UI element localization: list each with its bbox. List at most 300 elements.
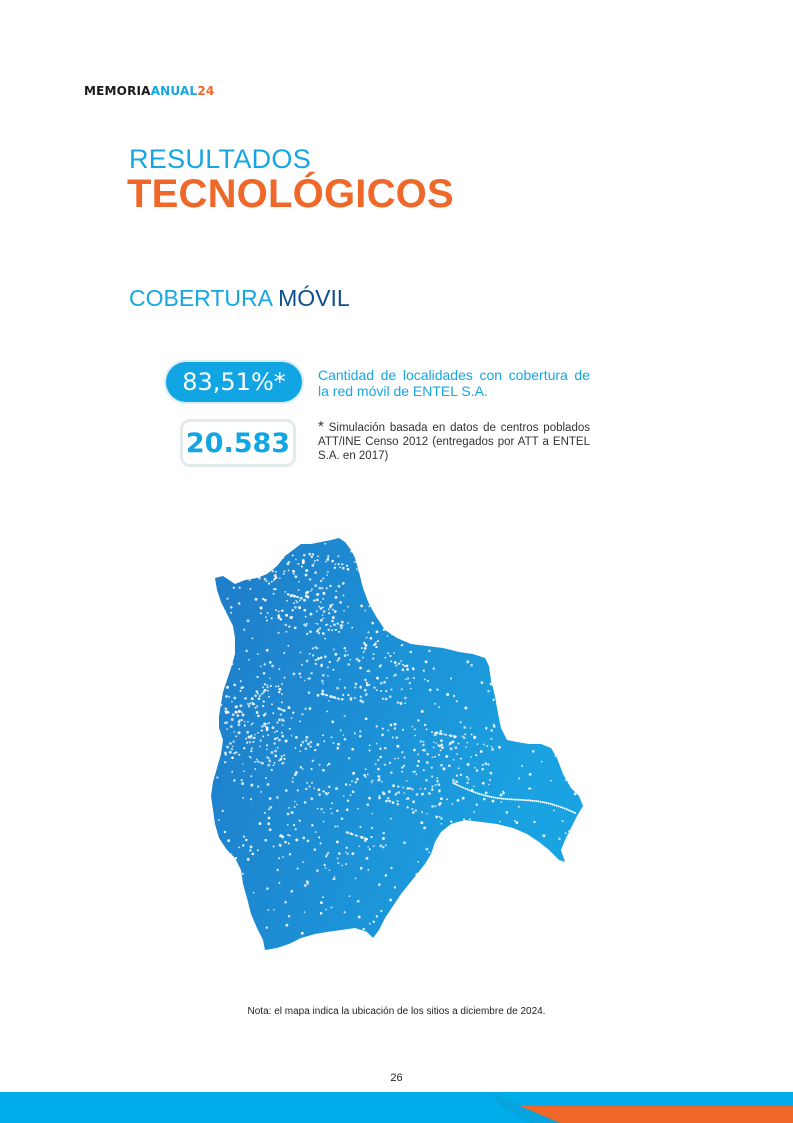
map-site-dot	[302, 837, 305, 840]
map-site-dot	[413, 576, 415, 578]
map-site-dot	[480, 794, 482, 796]
map-site-dot	[372, 657, 374, 659]
map-site-dot	[252, 701, 254, 703]
map-site-dot	[294, 801, 296, 803]
map-site-dot	[298, 606, 301, 609]
map-site-dot	[251, 697, 254, 700]
map-site-dot	[279, 616, 281, 618]
map-site-dot	[340, 729, 342, 731]
map-site-dot	[469, 862, 472, 865]
map-site-dot	[263, 672, 266, 675]
map-site-dot	[571, 540, 574, 543]
map-site-dot	[337, 857, 339, 859]
map-site-dot	[427, 556, 430, 559]
map-site-dot	[314, 749, 316, 751]
map-site-dot	[247, 619, 250, 622]
map-site-dot	[249, 849, 251, 851]
map-site-dot	[412, 771, 414, 773]
map-site-dot	[226, 746, 229, 749]
map-site-dot	[375, 763, 377, 765]
map-site-dot	[514, 906, 517, 909]
map-site-dot	[352, 772, 355, 775]
map-site-dot	[285, 614, 288, 617]
map-site-dot	[310, 590, 312, 592]
map-site-dot	[477, 644, 480, 647]
coverage-percent-badge: 83,51%*	[166, 362, 302, 402]
map-site-dot	[412, 667, 414, 669]
map-site-dot	[271, 703, 273, 705]
map-site-dot	[344, 738, 347, 741]
map-site-dot	[273, 593, 275, 595]
map-site-dot	[350, 697, 353, 700]
map-site-dot	[301, 664, 303, 666]
report-logo	[84, 84, 214, 98]
map-site-dot	[354, 686, 356, 688]
map-site-dot	[313, 563, 315, 565]
map-site-dot	[499, 797, 501, 799]
map-site-dot	[232, 713, 235, 716]
map-site-dot	[316, 869, 319, 872]
map-site-dot	[487, 644, 489, 646]
map-site-dot	[436, 688, 438, 690]
map-site-dot	[356, 550, 358, 552]
map-site-dot	[268, 553, 270, 555]
map-site-dot	[493, 796, 495, 798]
map-site-dot	[264, 663, 266, 665]
map-site-dot	[269, 828, 272, 831]
map-site-dot	[264, 712, 267, 715]
map-site-dot	[499, 946, 501, 948]
map-site-dot	[390, 724, 393, 727]
map-site-dot	[307, 882, 310, 885]
map-site-dot	[288, 843, 290, 845]
map-site-dot	[261, 730, 263, 732]
map-site-dot	[237, 945, 239, 947]
map-site-dot	[278, 947, 280, 949]
section-heading-word1: COBERTURA	[129, 285, 272, 311]
map-site-dot	[482, 857, 484, 859]
map-site-dot	[358, 570, 360, 572]
map-site-dot	[363, 651, 365, 653]
map-site-dot	[355, 877, 357, 879]
map-site-dot	[275, 588, 277, 590]
map-site-dot	[294, 806, 296, 808]
map-site-dot	[317, 694, 320, 697]
map-site-dot	[544, 802, 546, 804]
map-site-dot	[542, 801, 544, 803]
map-site-dot	[527, 630, 530, 633]
map-site-dot	[403, 765, 405, 767]
map-site-dot	[460, 622, 463, 625]
map-site-dot	[338, 657, 341, 660]
map-site-dot	[278, 611, 280, 613]
map-site-dot	[411, 884, 413, 886]
map-site-dot	[412, 800, 415, 803]
map-site-dot	[266, 887, 269, 890]
map-site-dot	[575, 779, 577, 781]
map-site-dot	[296, 804, 298, 806]
map-site-dot	[401, 751, 403, 753]
map-site-dot	[488, 582, 491, 585]
map-site-dot	[347, 654, 349, 656]
map-site-dot	[540, 727, 542, 729]
map-site-dot	[397, 785, 399, 787]
map-site-dot	[283, 573, 285, 575]
map-site-dot	[378, 883, 381, 886]
map-site-dot	[572, 666, 574, 668]
map-site-dot	[228, 569, 230, 571]
map-site-dot	[317, 623, 319, 625]
map-site-dot	[561, 686, 563, 688]
map-site-dot	[391, 633, 393, 635]
map-site-dot	[225, 695, 228, 698]
map-site-dot	[433, 747, 435, 749]
map-site-dot	[275, 609, 277, 611]
map-site-dot	[548, 802, 550, 804]
map-site-dot	[501, 798, 503, 800]
map-site-dot	[245, 738, 247, 740]
map-site-dot	[265, 568, 267, 570]
map-site-dot	[349, 659, 351, 661]
map-site-dot	[455, 822, 457, 824]
map-site-dot	[559, 935, 561, 937]
map-site-dot	[375, 574, 378, 577]
map-site-dot	[428, 650, 430, 652]
map-site-dot	[268, 758, 270, 760]
map-site-dot	[412, 633, 415, 636]
map-site-dot	[268, 817, 271, 820]
map-site-dot	[403, 619, 405, 621]
map-site-dot	[313, 787, 315, 789]
map-site-dot	[486, 627, 488, 629]
map-site-dot	[538, 930, 540, 932]
map-site-dot	[541, 761, 543, 763]
map-site-dot	[529, 558, 531, 560]
map-site-dot	[431, 731, 433, 733]
map-site-dot	[277, 685, 279, 687]
map-site-dot	[413, 677, 415, 679]
map-site-dot	[563, 579, 566, 582]
map-site-dot	[456, 784, 458, 786]
map-site-dot	[440, 764, 443, 767]
map-site-dot	[367, 774, 369, 776]
map-site-dot	[376, 743, 378, 745]
map-site-dot	[320, 656, 323, 659]
map-site-dot	[248, 659, 250, 661]
map-site-dot	[517, 885, 519, 887]
map-site-dot	[523, 874, 525, 876]
map-site-dot	[233, 779, 236, 782]
map-site-dot	[311, 782, 313, 784]
map-site-dot	[377, 640, 379, 642]
map-site-dot	[257, 653, 259, 655]
map-site-dot	[479, 562, 481, 564]
map-site-dot	[560, 749, 563, 752]
map-site-dot	[238, 668, 240, 670]
map-site-dot	[325, 561, 327, 563]
map-site-dot	[525, 871, 527, 873]
map-site-dot	[469, 818, 471, 820]
map-site-dot	[231, 771, 233, 773]
map-site-dot	[318, 632, 320, 634]
map-site-dot	[342, 582, 345, 585]
map-site-dot	[220, 553, 223, 556]
footnote-text: Simulación basada en datos de centros poblados ATT/INE Censo 2012 (entregados por ATT a ENTEL S.A. en 2017)	[318, 422, 590, 462]
map-site-dot	[490, 738, 492, 740]
map-site-dot	[466, 660, 469, 663]
map-site-dot	[563, 890, 566, 893]
map-site-dot	[487, 763, 489, 765]
map-site-dot	[425, 660, 428, 663]
map-site-dot	[293, 602, 295, 604]
map-site-dot	[489, 779, 491, 781]
map-site-dot	[330, 736, 332, 738]
map-site-dot	[326, 936, 329, 939]
map-site-dot	[501, 661, 503, 663]
map-site-dot	[262, 735, 264, 737]
map-site-dot	[499, 821, 501, 823]
map-site-dot	[349, 784, 351, 786]
map-site-dot	[331, 620, 334, 623]
map-site-dot	[322, 896, 324, 898]
map-site-dot	[373, 921, 375, 923]
map-site-dot	[483, 794, 485, 796]
map-site-dot	[566, 892, 569, 895]
map-site-dot	[489, 922, 491, 924]
map-site-dot	[360, 867, 363, 870]
map-site-dot	[436, 628, 438, 630]
map-site-dot	[314, 560, 316, 562]
map-site-dot	[297, 945, 299, 947]
map-site-dot	[376, 613, 378, 615]
map-site-dot	[535, 800, 537, 802]
map-site-dot	[542, 834, 545, 837]
map-site-dot	[537, 883, 539, 885]
map-site-dot	[401, 766, 403, 768]
map-site-dot	[258, 697, 261, 700]
map-site-dot	[371, 827, 373, 829]
map-site-dot	[245, 913, 247, 915]
map-site-dot	[271, 570, 274, 573]
map-site-dot	[291, 811, 294, 814]
map-site-dot	[311, 588, 313, 590]
map-site-dot	[332, 669, 334, 671]
map-site-dot	[329, 695, 331, 697]
map-site-dot	[411, 726, 413, 728]
map-site-dot	[435, 784, 437, 786]
map-site-dot	[281, 556, 284, 559]
map-site-dot	[350, 832, 353, 835]
map-site-dot	[323, 607, 325, 609]
map-site-dot	[441, 874, 444, 877]
map-site-dot	[477, 876, 480, 879]
map-site-dot	[420, 740, 423, 743]
map-site-dot	[382, 698, 384, 700]
map-site-dot	[574, 812, 576, 814]
map-site-dot	[364, 840, 367, 843]
map-site-dot	[351, 627, 353, 629]
map-site-dot	[242, 713, 245, 716]
map-site-dot	[455, 780, 458, 783]
map-site-dot	[228, 620, 230, 622]
map-site-dot	[317, 657, 320, 660]
map-site-dot	[381, 734, 384, 737]
map-site-dot	[554, 755, 556, 757]
map-site-dot	[404, 665, 406, 667]
map-site-dot	[230, 612, 232, 614]
map-site-dot	[226, 728, 228, 730]
map-site-dot	[454, 783, 456, 785]
map-site-dot	[416, 774, 418, 776]
map-site-dot	[570, 810, 572, 812]
map-site-dot	[271, 581, 273, 583]
map-site-dot	[545, 693, 547, 695]
map-site-dot	[439, 816, 441, 818]
map-site-dot	[537, 800, 539, 802]
map-site-dot	[244, 698, 246, 700]
map-site-dot	[581, 754, 583, 756]
map-site-dot	[386, 677, 388, 679]
map-site-dot	[256, 759, 258, 761]
map-site-dot	[375, 551, 377, 553]
map-site-dot	[554, 804, 556, 806]
map-site-dot	[431, 876, 433, 878]
map-site-dot	[392, 784, 395, 787]
map-site-dot	[333, 876, 335, 878]
map-site-dot	[232, 745, 234, 747]
map-site-dot	[378, 779, 380, 781]
map-site-dot	[518, 592, 520, 594]
map-site-dot	[529, 773, 532, 776]
map-site-dot	[339, 601, 342, 604]
map-site-dot	[268, 808, 270, 810]
map-site-dot	[482, 782, 485, 785]
map-site-dot	[276, 721, 278, 723]
map-site-dot	[365, 693, 368, 696]
map-site-dot	[369, 749, 371, 751]
map-site-dot	[220, 644, 222, 646]
map-site-dot	[330, 906, 332, 908]
map-site-dot	[267, 783, 270, 786]
map-site-dot	[288, 625, 290, 627]
map-site-dot	[379, 795, 381, 797]
map-site-dot	[520, 629, 522, 631]
section-heading-word2: MÓVIL	[278, 285, 350, 311]
map-site-dot	[324, 638, 326, 640]
map-site-dot	[493, 854, 495, 856]
map-site-dot	[420, 788, 422, 790]
map-site-dot	[295, 838, 298, 841]
map-site-dot	[225, 902, 227, 904]
map-site-dot	[249, 702, 251, 704]
map-site-dot	[506, 707, 509, 710]
map-site-dot	[380, 910, 382, 912]
map-site-dot	[354, 732, 356, 734]
map-site-dot	[257, 849, 259, 851]
map-site-dot	[291, 717, 293, 719]
map-site-dot	[470, 790, 472, 792]
map-site-dot	[281, 610, 283, 612]
map-site-dot	[334, 825, 336, 827]
map-site-dot	[320, 901, 323, 904]
map-site-dot	[226, 686, 229, 689]
map-site-dot	[222, 541, 224, 543]
map-site-dot	[224, 610, 226, 612]
map-site-dot	[253, 741, 255, 743]
map-site-dot	[561, 546, 563, 548]
map-site-dot	[277, 707, 280, 710]
map-site-dot	[328, 786, 330, 788]
map-site-dot	[559, 555, 562, 558]
map-site-dot	[356, 778, 359, 781]
map-site-dot	[279, 618, 282, 621]
map-site-dot	[433, 855, 435, 857]
map-site-dot	[367, 670, 369, 672]
map-site-dot	[385, 690, 387, 692]
map-site-dot	[258, 577, 261, 580]
map-site-dot	[487, 795, 489, 797]
map-site-dot	[235, 751, 237, 753]
map-site-dot	[546, 802, 548, 804]
map-site-dot	[247, 703, 249, 705]
map-site-dot	[434, 922, 437, 925]
map-site-dot	[550, 596, 552, 598]
map-site-dot	[497, 841, 500, 844]
map-site-dot	[466, 742, 468, 744]
map-site-dot	[303, 554, 306, 557]
map-site-dot	[366, 684, 369, 687]
map-site-dot	[522, 848, 524, 850]
map-site-dot	[376, 689, 378, 691]
map-site-dot	[264, 578, 267, 581]
map-site-dot	[485, 763, 487, 765]
map-site-dot	[491, 796, 493, 798]
map-site-dot	[462, 636, 465, 639]
map-site-dot	[281, 683, 283, 685]
map-site-dot	[262, 686, 264, 688]
map-site-dot	[295, 575, 298, 578]
map-site-dot	[498, 746, 501, 749]
map-site-dot	[458, 785, 460, 787]
map-site-dot	[417, 887, 419, 889]
map-site-dot	[382, 728, 384, 730]
map-site-dot	[307, 677, 309, 679]
map-site-dot	[224, 752, 227, 755]
map-site-dot	[347, 694, 349, 696]
map-site-dot	[275, 571, 277, 573]
map-site-dot	[305, 739, 308, 742]
map-site-dot	[462, 787, 464, 789]
map-site-dot	[423, 749, 426, 752]
map-site-dot	[315, 831, 317, 833]
map-site-dot	[390, 771, 393, 774]
map-site-dot	[434, 578, 436, 580]
map-site-dot	[384, 624, 386, 626]
map-site-dot	[345, 783, 347, 785]
map-site-dot	[264, 725, 266, 727]
map-site-dot	[259, 746, 261, 748]
map-site-dot	[322, 598, 324, 600]
map-site-dot	[293, 573, 295, 575]
map-site-dot	[423, 670, 425, 672]
section-heading	[129, 285, 350, 312]
map-site-dot	[382, 846, 384, 848]
map-site-dot	[274, 574, 277, 577]
map-site-dot	[374, 643, 377, 646]
map-site-dot	[501, 942, 503, 944]
map-site-dot	[532, 660, 534, 662]
map-site-dot	[354, 697, 356, 699]
